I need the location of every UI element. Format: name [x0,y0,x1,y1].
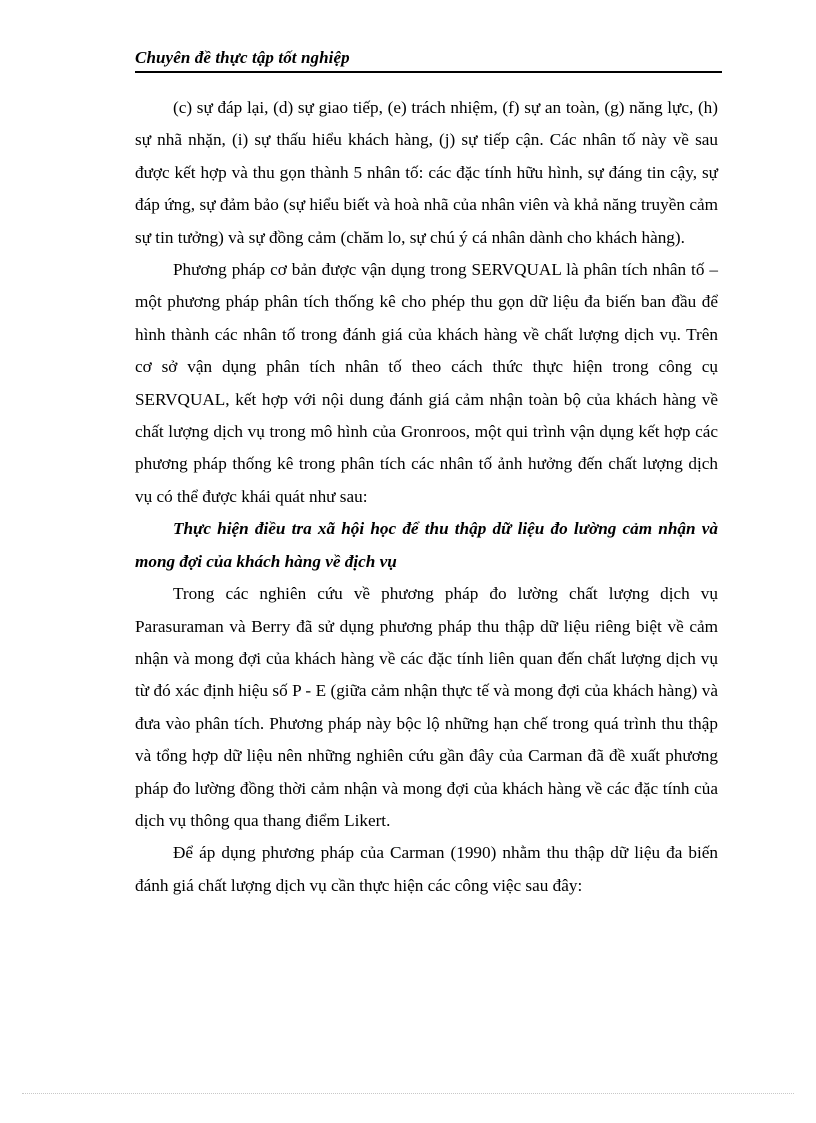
paragraph-servqual-method: Phương pháp cơ bản được vận dụng trong SERVQUAL là phân tích nhân tố – một phương pháp phân tích thống kê cho phép thu gọn dữ liệu đa biến ban đầu để hình thành các nhân tố trong đánh giá của khách hàng về chất lượng dịch vụ. Trên cơ sở vận dụng phân tích nhân tố theo cách thức thực hiện trong công cụ SERVQUAL, kết hợp với nội dung đánh giá cảm nhận toàn bộ của khách hàng về chất lượng dịch vụ trong mô hình của Gronroos, một qui trình vận dụng kết hợp các phương pháp thống kê trong phân tích các nhân tố ảnh hưởng đến chất lượng dịch vụ có thể được khái quát như sau: [135,260,718,506]
paragraph-carman-application: Để áp dụng phương pháp của Carman (1990) nhằm thu thập dữ liệu đa biến đánh giá chất lượng dịch vụ cần thực hiện các công việc sau đây: [135,843,718,895]
page-header [135,47,722,73]
section-heading-survey: Thực hiện điều tra xã hội học để thu thập dữ liệu đo lường cảm nhận và mong đợi của khách hàng về địch vụ [135,519,718,571]
header-title: Chuyên đề thực tập tốt nghiệp [135,48,350,67]
footer-divider [22,1093,794,1094]
document-body [135,92,718,902]
paragraph-factors: (c) sự đáp lại, (d) sự giao tiếp, (e) trách nhiệm, (f) sự an toàn, (g) năng lực, (h) sự nhã nhặn, (i) sự thấu hiểu khách hàng, (j) sự tiếp cận. Các nhân tố này về sau được kết hợp và thu gọn thành 5 nhân tố: các đặc tính hữu hình, sự đáng tin cậy, sự đáp ứng, sự đảm bảo (sự hiểu biết và hoà nhã của nhân viên và khả năng truyền cảm sự tin tưởng) và sự đồng cảm (chăm lo, sự chú ý cá nhân dành cho khách hàng). [135,98,718,247]
paragraph-measurement-research: Trong các nghiên cứu về phương pháp đo lường chất lượng dịch vụ Parasuraman và Berry đã sử dụng phương pháp thu thập dữ liệu riêng biệt về cảm nhận và mong đợi của khách hàng về các đặc tính liên quan đến chất lượng dịch vụ từ đó xác định hiệu số P - E (giữa cảm nhận thực tế và mong đợi của khách hàng) và đưa vào phân tích. Phương pháp này bộc lộ những hạn chế trong quá trình thu thập và tổng hợp dữ liệu nên những nghiên cứu gần đây của Carman đã đề xuất phương pháp đo lường đồng thời cảm nhận và mong đợi của khách hàng về các đặc tính của dịch vụ thông qua thang điểm Likert. [135,584,718,830]
